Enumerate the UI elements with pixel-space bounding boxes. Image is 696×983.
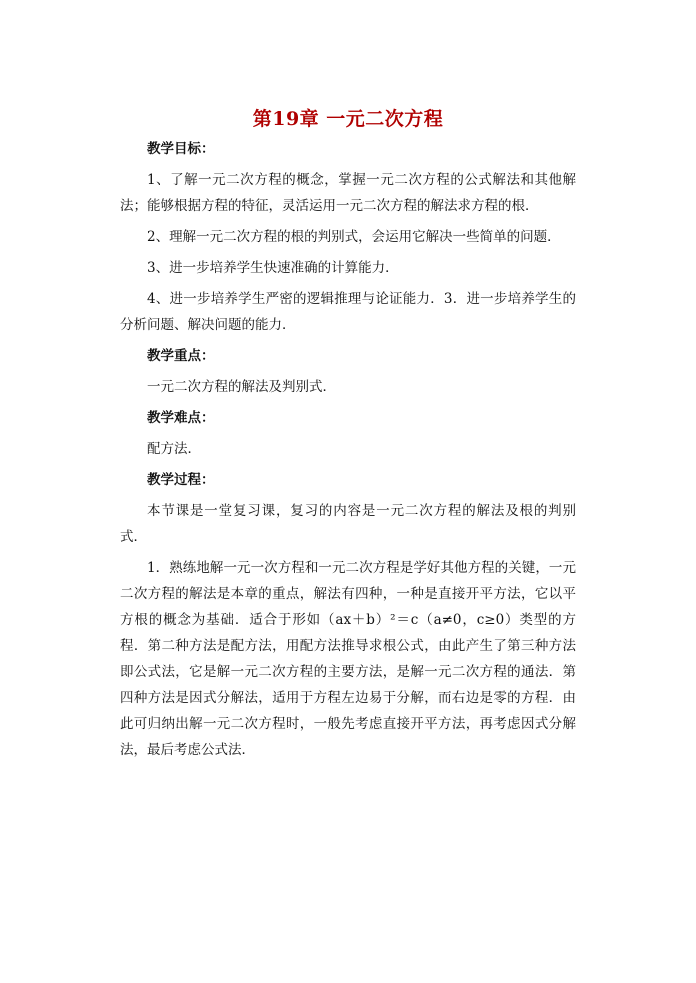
key-points-heading: 教学重点： <box>147 348 215 364</box>
key-points-text: 一元二次方程的解法及判别式． <box>147 379 336 395</box>
objectives-heading: 教学目标： <box>147 141 215 157</box>
difficulties-text: 配方法． <box>147 441 201 457</box>
objective-item-4: 4、进一步培养学生严密的逻辑推理与论证能力．3．进一步培养学生的分析问题、解决问题的能力． <box>120 291 576 333</box>
objective-item-1: 1、了解一元二次方程的概念，掌握一元二次方程的公式解法和其他解法；能够根据方程的特征，灵活运用一元二次方程的解法求方程的根． <box>120 172 576 214</box>
page-title: 第19章 一元二次方程 <box>252 108 444 130</box>
process-heading: 教学过程： <box>147 472 215 488</box>
difficulties-heading: 教学难点： <box>147 410 215 426</box>
process-paragraph-1: 1．熟练地解一元一次方程和一元二次方程是学好其他方程的关键，一元二次方程的解法是本章的重点，解法有四种，一种是直接开平方法，它以平方根的概念为基础．适合于形如（ax＋b）²＝c（a≠0，c≥0）类型的方程．第二种方法是配方法，用配方法推导求根公式，由此产生了第三种方法即公式法，它是解一元二次方程的主要方法，是解一元二次方程的通法．第四种方法是因式分解法，适用于方程左边易于分解，而右边是零的方程．由此可归纳出解一元二次方程时，一般先考虑直接开平方法，再考虑因式分解法，最后考虑公式法． <box>120 560 576 758</box>
objective-item-3: 3、进一步培养学生快速准确的计算能力． <box>147 260 399 276</box>
process-intro: 本节课是一堂复习课，复习的内容是一元二次方程的解法及根的判别式． <box>120 503 576 545</box>
objective-item-2: 2、理解一元二次方程的根的判别式，会运用它解决一些简单的问题． <box>147 229 561 245</box>
document-body <box>120 136 576 768</box>
